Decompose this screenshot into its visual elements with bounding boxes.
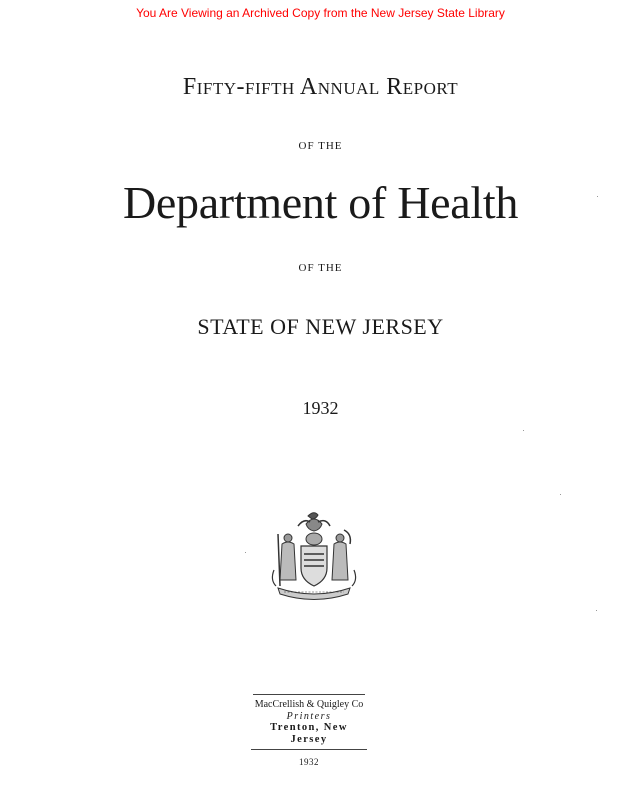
imprint-rule-bottom [251,749,367,750]
archive-banner-link[interactable]: You Are Viewing an Archived Copy from the New Jersey State Library [136,6,505,20]
printer-year: 1932 [299,757,319,767]
scan-speck [245,552,246,553]
printer-label: Printers [286,711,332,722]
printer-imprint [250,694,368,767]
of-the-text-2: OF THE [298,262,343,274]
report-title: Fifty-fifth Annual Report [182,74,459,100]
scan-speck [596,610,597,611]
printer-city: Trenton, New Jersey [270,722,348,745]
new-jersey-state-seal-icon [268,510,360,606]
of-the-text: OF THE [298,140,343,152]
report-year: 1932 [302,398,339,418]
printer-name: MacCrellish & Quigley Co [254,699,364,710]
scan-speck [597,196,598,197]
department-title: Department of Health [122,177,519,228]
scan-speck [560,494,561,495]
archive-banner [0,6,641,20]
imprint-rule-top [253,694,365,695]
state-title: STATE OF NEW JERSEY [197,314,444,339]
scan-speck [523,430,524,431]
